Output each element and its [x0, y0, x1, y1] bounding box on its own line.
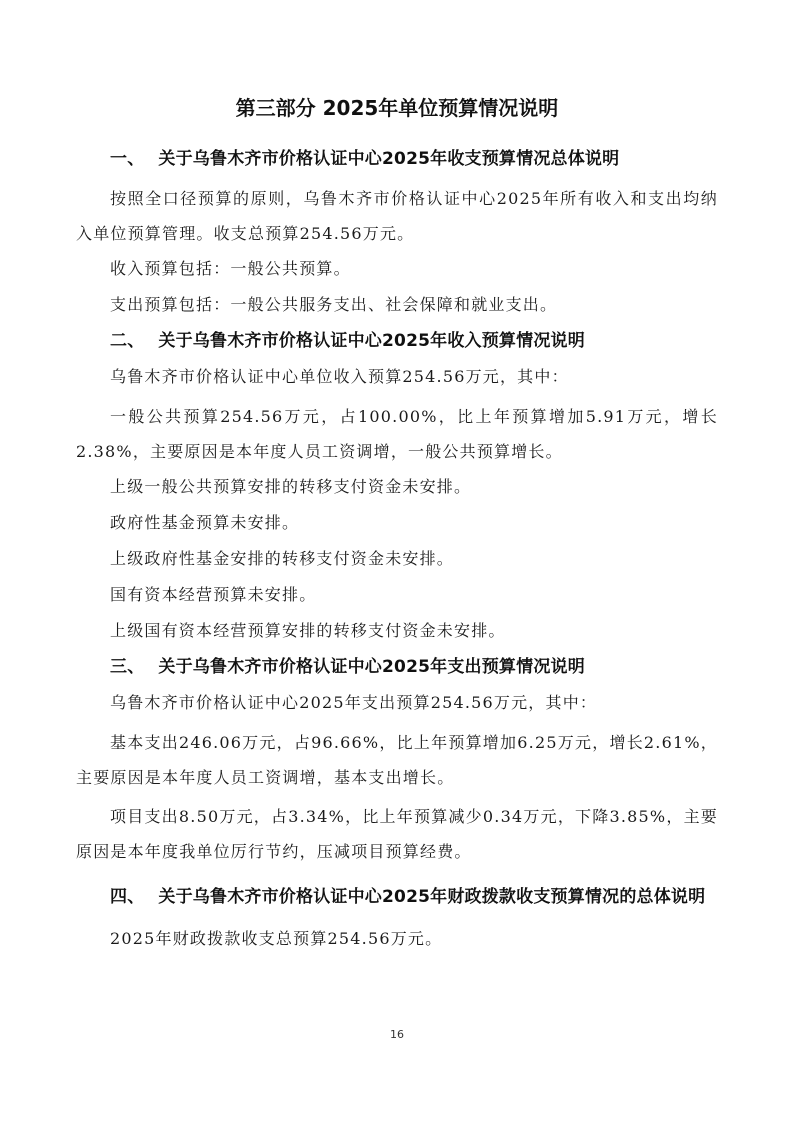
section-title-2: 关于乌鲁木齐市价格认证中心2025年收入预算情况说明	[158, 331, 585, 351]
section-number-1: 一、	[110, 149, 145, 169]
paragraph: 上级一般公共预算安排的转移支付资金未安排。	[110, 477, 472, 496]
paragraph: 乌鲁木齐市价格认证中心单位收入预算254.56万元，其中：	[110, 367, 569, 386]
paragraph: 政府性基金预算未安排。	[110, 513, 300, 532]
section-title-4: 关于乌鲁木齐市价格认证中心2025年财政拨款收支预算情况的总体说明	[158, 887, 706, 907]
section-number-3: 三、	[110, 657, 145, 677]
section-number-2: 二、	[110, 331, 145, 351]
section-title-3: 关于乌鲁木齐市价格认证中心2025年支出预算情况说明	[158, 657, 585, 677]
paragraph: 国有资本经营预算未安排。	[110, 585, 317, 604]
paragraph: 收入预算包括：一般公共预算。	[110, 259, 351, 278]
page-number: 16	[390, 1028, 404, 1041]
paragraph: 上级政府性基金安排的转移支付资金未安排。	[110, 549, 455, 568]
section-heading-3	[76, 653, 718, 681]
document-body	[76, 145, 718, 961]
paragraph: 基本支出246.06万元，占96.66%，比上年预算增加6.25万元，增长2.61%，主要原因是本年度人员工资调增，基本支出增长。	[76, 733, 718, 787]
paragraph: 项目支出8.50万元，占3.34%，比上年预算减少0.34万元，下降3.85%，主要原因是本年度我单位厉行节约，压减项目预算经费。	[76, 807, 718, 861]
paragraph: 支出预算包括：一般公共服务支出、社会保障和就业支出。	[110, 295, 558, 314]
document-page	[76, 0, 718, 1122]
paragraph: 上级国有资本经营预算安排的转移支付资金未安排。	[110, 621, 506, 640]
section-title-1: 关于乌鲁木齐市价格认证中心2025年收支预算情况总体说明	[158, 149, 620, 169]
paragraph: 2025年财政拨款收支总预算254.56万元。	[110, 929, 443, 948]
page-title: 第三部分 2025年单位预算情况说明	[235, 96, 559, 120]
section-heading-1	[76, 145, 718, 173]
section-heading-4	[76, 879, 718, 915]
section-heading-2	[76, 327, 718, 355]
paragraph: 一般公共预算254.56万元，占100.00%，比上年预算增加5.91万元，增长2.38%，主要原因是本年度人员工资调增，一般公共预算增长。	[76, 407, 718, 461]
paragraph: 按照全口径预算的原则，乌鲁木齐市价格认证中心2025年所有收入和支出均纳入单位预算管理。收支总预算254.56万元。	[76, 189, 718, 243]
section-number-4: 四、	[110, 887, 145, 907]
paragraph: 乌鲁木齐市价格认证中心2025年支出预算254.56万元，其中：	[110, 693, 598, 712]
